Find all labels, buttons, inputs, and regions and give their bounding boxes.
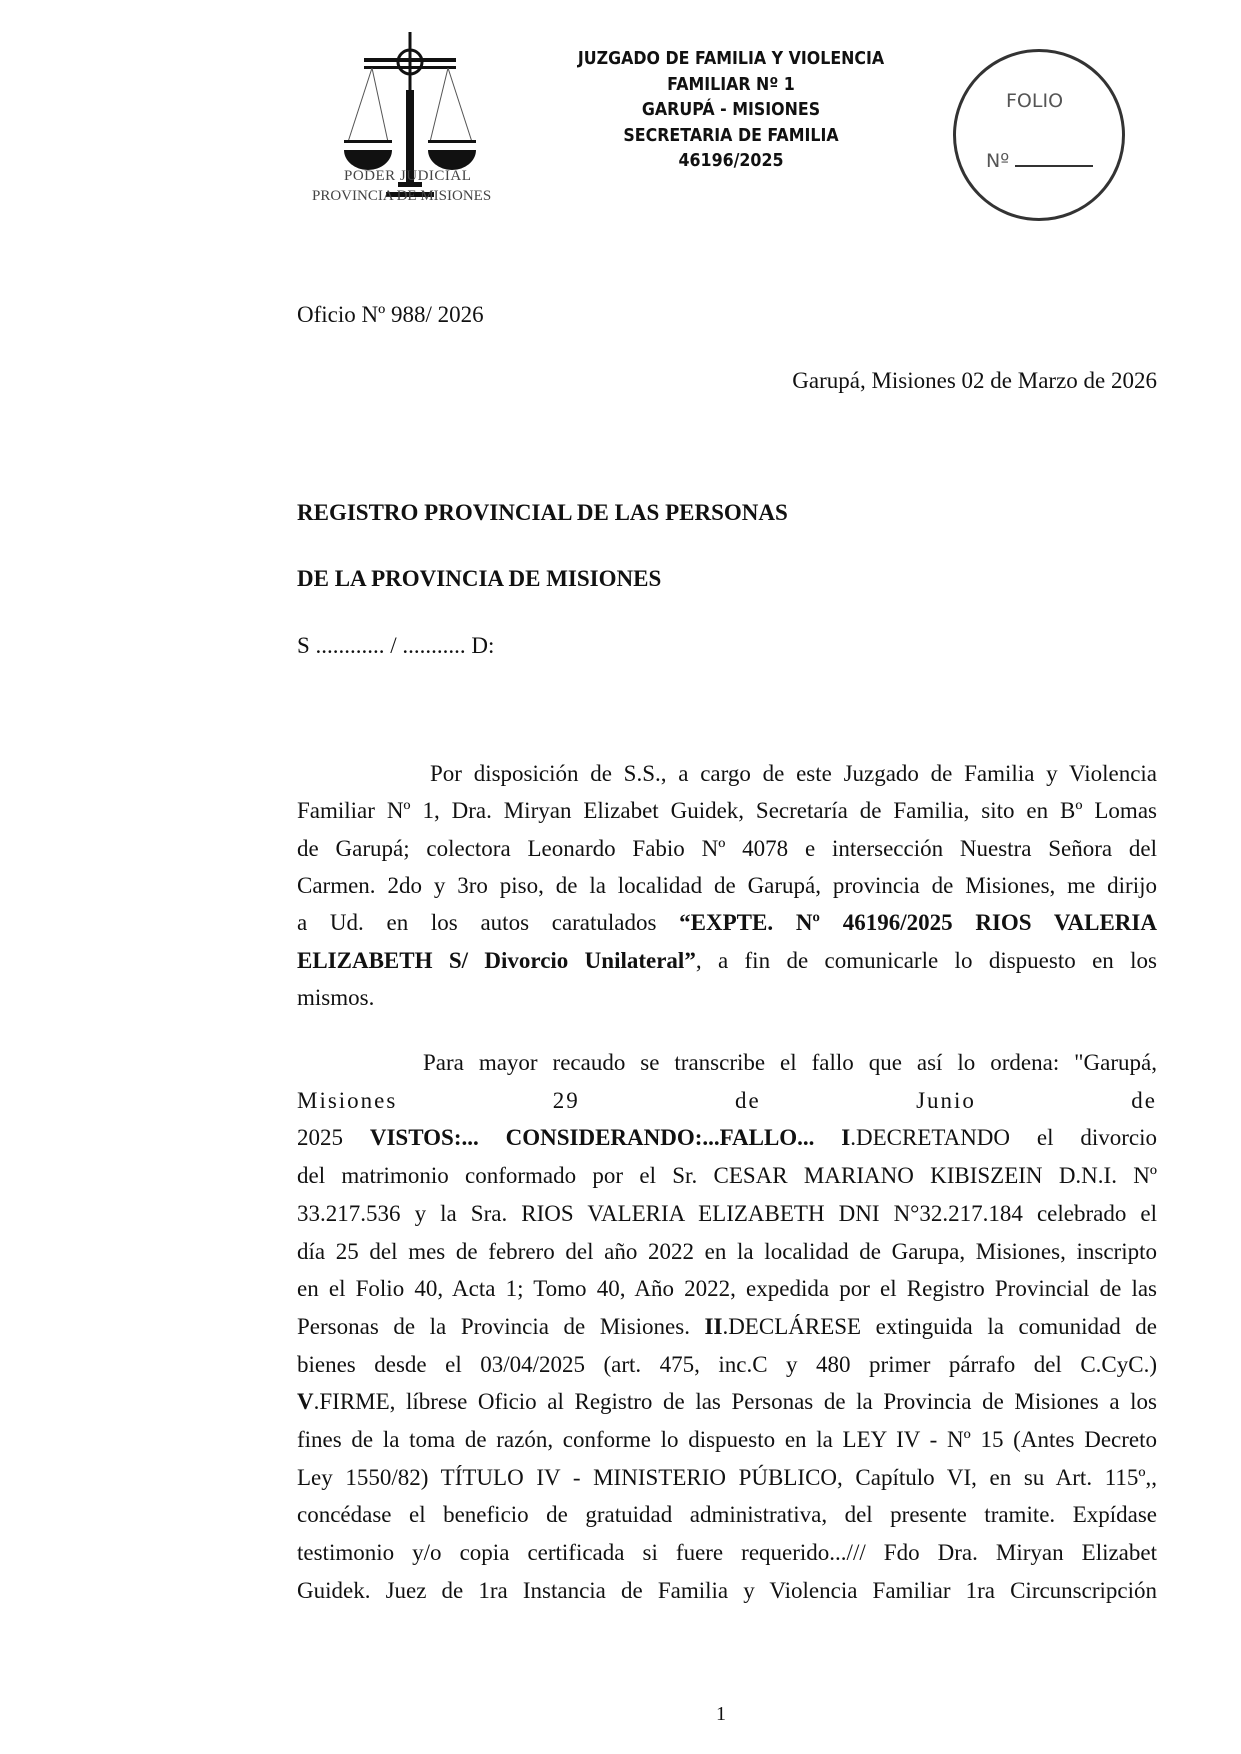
logo-text-2: PROVINCIA DE MISIONES [312, 188, 492, 204]
text-line [297, 1233, 1157, 1270]
bold-text: VISTOS:... CONSIDERANDO:...FALLO... I [369, 1125, 851, 1151]
text-segment: testimonio y/o copia certificada si fuere requerido.../// Fdo Dra. Miryan Elizabet [297, 1540, 1157, 1566]
text-line [297, 1270, 1157, 1307]
bold-text: II [704, 1313, 723, 1339]
oficio-number: Oficio Nº 988/ 2026 [297, 302, 484, 327]
text-line [423, 1044, 1157, 1081]
folio-number-blank [1015, 165, 1093, 167]
text-segment: .DECLÁRESE extinguida la comunidad de [722, 1313, 1157, 1339]
text-segment: Guidek. Juez de 1ra Instancia de Familia y Violencia Familiar 1ra Circunscripción [297, 1577, 1157, 1603]
court-header [531, 46, 931, 174]
folio-label: FOLIO [1006, 90, 1064, 112]
text-segment: Familiar Nº 1, Dra. Miryan Elizabet Guidek, Secretaría de Familia, sito en Bº Lomas [297, 798, 1157, 824]
text-line [297, 1082, 1157, 1119]
recipient-line-1: REGISTRO PROVINCIAL DE LAS PERSONAS [297, 500, 788, 525]
text-segment: Para mayor recaudo se transcribe el fallo que así lo ordena: "Garupá, [423, 1050, 1157, 1075]
logo-text-1: PODER JUDICIAL [344, 168, 472, 184]
text-segment: fines de la toma de razón, conforme lo dispuesto en la LEY IV - Nº 15 (Antes Decreto [297, 1427, 1157, 1452]
text-line [297, 1534, 1157, 1571]
text-line [297, 1308, 1157, 1345]
text-segment: del matrimonio conformado por el Sr. CESAR MARIANO KIBISZEIN D.N.I. Nº [297, 1163, 1157, 1189]
poder-judicial-logo [312, 32, 512, 222]
text-line [297, 1572, 1157, 1609]
text-line [297, 792, 1157, 829]
text-segment: día 25 del mes de febrero del año 2022 en la localidad de Garupa, Misiones, inscripto [297, 1238, 1157, 1264]
text-line [297, 1421, 1157, 1458]
text-segment: concédase el beneficio de gratuidad administrativa, del presente tramite. Expídase [297, 1502, 1157, 1528]
text-segment: , a fin de comunicarle lo dispuesto en los [695, 947, 1157, 973]
salutation: S ............ / ........... D: [297, 633, 495, 658]
recipient-line-2: DE LA PROVINCIA DE MISIONES [297, 566, 662, 591]
text-line [297, 867, 1157, 904]
text-segment: .DECRETANDO el divorcio [850, 1125, 1157, 1151]
text-segment: Ley 1550/82) TÍTULO IV - MINISTERIO PÚBLICO, Capítulo VI, en su Art. 115º,, [297, 1464, 1157, 1490]
folio-number-field [986, 150, 1093, 172]
bold-text: ELIZABETH S/ Divorcio Unilateral” [297, 947, 696, 973]
page-number: 1 [716, 1703, 726, 1725]
text-segment: 33.217.536 y la Sra. RIOS VALERIA ELIZABETH DNI N°32.217.184 celebrado el [297, 1200, 1157, 1226]
header-line: GARUPÁ - MISIONES [641, 99, 821, 120]
bold-text: V [297, 1389, 314, 1415]
text-segment: .FIRME, líbrese Oficio al Registro de las Personas de la Provincia de Misiones a los [313, 1389, 1157, 1415]
text-line [297, 942, 1157, 979]
text-line [297, 979, 1157, 1016]
header-line: FAMILIAR Nº 1 [667, 73, 795, 95]
text-segment: Personas de la Provincia de Misiones. [297, 1313, 705, 1339]
text-segment: a Ud. en los autos caratulados [297, 910, 680, 936]
text-line [297, 1346, 1157, 1383]
text-line [297, 1157, 1157, 1194]
bold-text: “EXPTE. Nº 46196/2025 RIOS VALERIA [679, 910, 1157, 936]
text-line [430, 755, 1157, 792]
text-line [297, 904, 1157, 941]
text-segment: Misiones 29 de Junio de [297, 1087, 1157, 1113]
text-segment: en el Folio 40, Acta 1; Tomo 40, Año 2022, expedida por el Registro Provincial de las [297, 1276, 1157, 1302]
header-line: SECRETARIA DE FAMILIA [623, 124, 839, 146]
text-segment: Por disposición de S.S., a cargo de este Juzgado de Familia y Violencia [430, 761, 1157, 786]
text-line [297, 1383, 1157, 1420]
text-segment: 2025 [297, 1125, 370, 1151]
text-line [297, 830, 1157, 867]
header-line: 46196/2025 [678, 150, 784, 171]
text-line [297, 1119, 1157, 1156]
text-segment: mismos. [297, 984, 375, 1010]
text-segment: de Garupá; colectora Leonardo Fabio Nº 4078 e intersección Nuestra Señora del [297, 835, 1157, 861]
text-segment: bienes desde el 03/04/2025 (art. 475, inc.C y 480 primer párrafo del C.CyC.) [297, 1351, 1157, 1377]
text-line [297, 1195, 1157, 1232]
text-line [297, 1459, 1157, 1496]
date-line: Garupá, Misiones 02 de Marzo de 2026 [792, 368, 1157, 393]
text-segment: Carmen. 2do y 3ro piso, de la localidad de Garupá, provincia de Misiones, me dirijo [297, 872, 1157, 898]
folio-stamp [953, 49, 1125, 221]
text-line [297, 1496, 1157, 1533]
folio-number-label: Nº [986, 150, 1010, 172]
header-line: JUZGADO DE FAMILIA Y VIOLENCIA [577, 48, 885, 69]
